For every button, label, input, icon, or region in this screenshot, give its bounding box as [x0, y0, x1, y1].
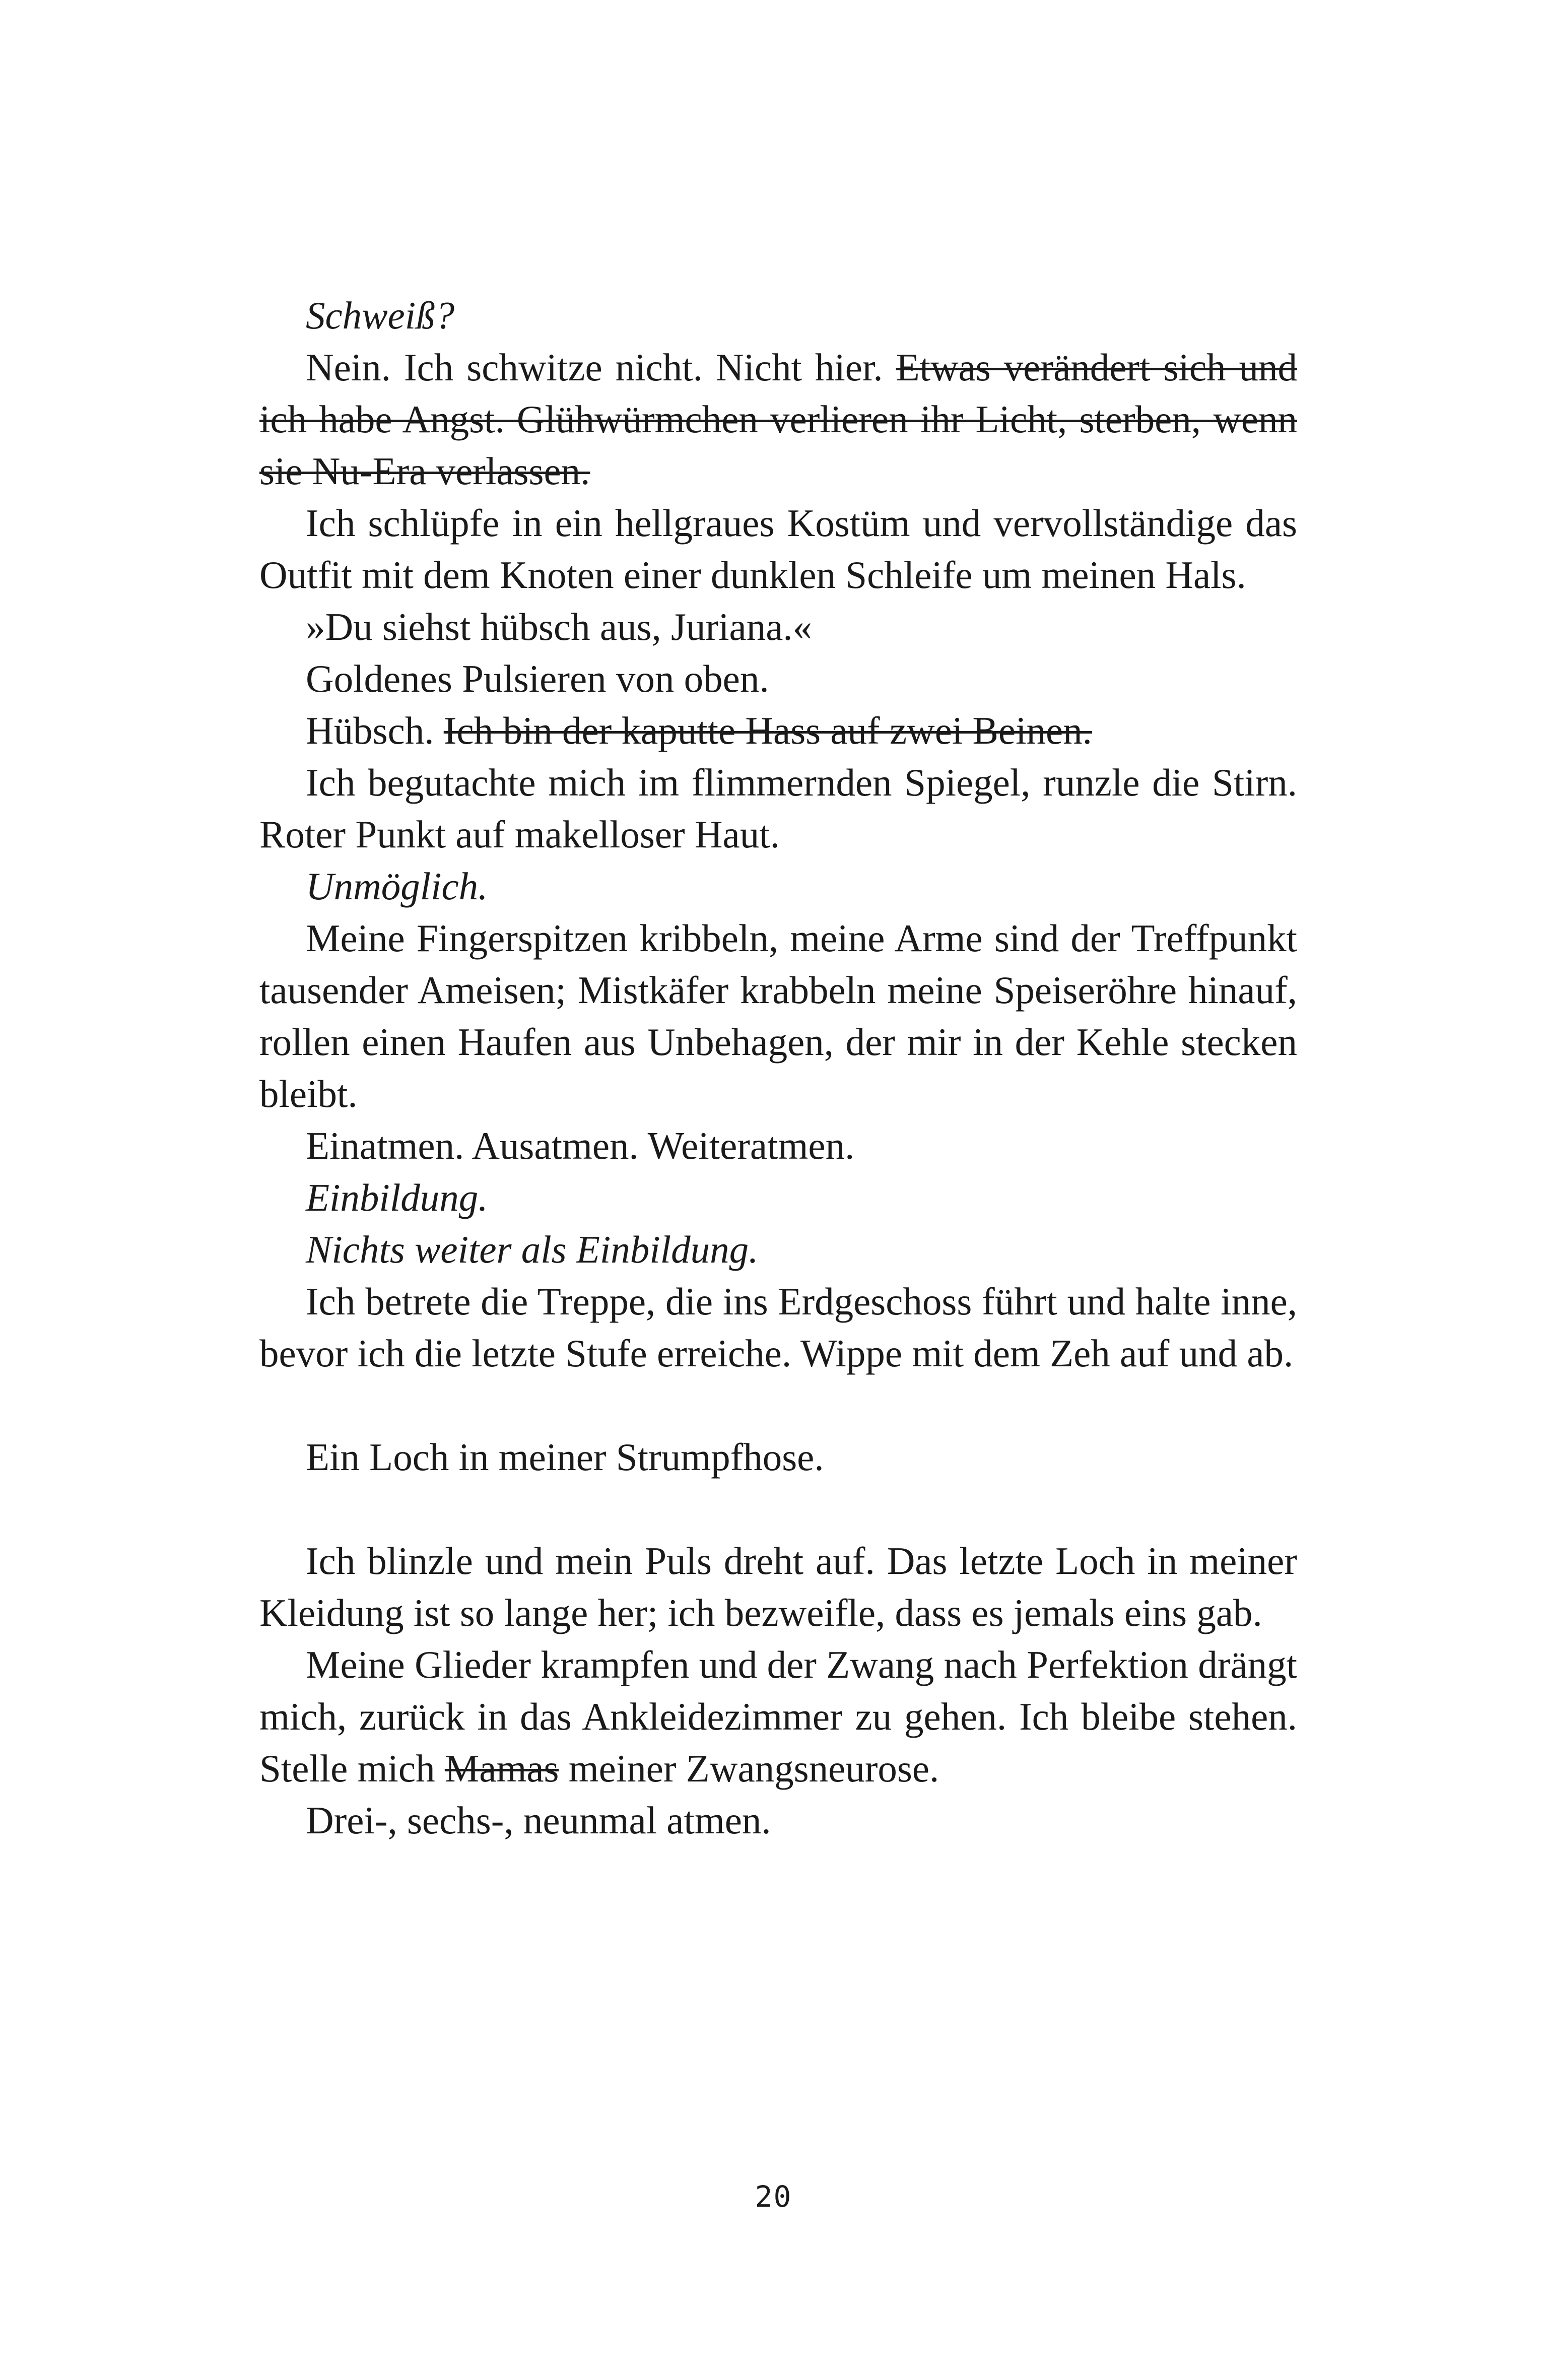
paragraph-loch: [259, 1431, 1297, 1483]
plain-text: »Du siehst hübsch aus, Juriana.«: [306, 605, 813, 648]
paragraph-kostuem: [259, 497, 1297, 601]
paragraph-pulsieren: [259, 653, 1297, 705]
struck-text: Etwas verändert sich und ich habe Angst. Glühwürmchen verlieren ihr Licht, sterben, wenn sie Nu-Era verlassen.: [259, 346, 1297, 493]
plain-text: Ich begutachte mich im flimmernden Spiegel, runzle die Stirn. Roter Punkt auf makelloser Haut.: [259, 761, 1297, 856]
italic-text: Schweiß?: [306, 294, 455, 337]
plain-text: Ein Loch in meiner Strumpfhose.: [306, 1435, 824, 1479]
struck-text: Ich bin der kaputte Hass auf zwei Beinen.: [443, 709, 1092, 752]
page-number: 20: [755, 2179, 792, 2214]
body-text: [259, 290, 1297, 1846]
struck-text: Mamas: [444, 1747, 559, 1790]
paragraph-glieder: [259, 1639, 1297, 1795]
plain-text: Nein. Ich schwitze nicht. Nicht hier.: [306, 346, 896, 389]
plain-text: Ich betrete die Treppe, die ins Erdgeschoss führt und halte inne, bevor ich die letzte Stufe erreiche. Wippe mit dem Zeh auf und ab.: [259, 1280, 1297, 1375]
paragraph-nichts-weiter: [259, 1224, 1297, 1276]
plain-text: Hübsch.: [306, 709, 444, 752]
paragraph-einbildung: [259, 1172, 1297, 1224]
paragraph-dialogue: [259, 601, 1297, 653]
plain-text: Einatmen. Ausatmen. Weiteratmen.: [306, 1124, 855, 1167]
paragraph-schweiss: [259, 290, 1297, 342]
paragraph-blinzle: [259, 1535, 1297, 1639]
italic-text: Einbildung.: [306, 1176, 488, 1219]
paragraph-drei-sechs-neun: [259, 1795, 1297, 1846]
paragraph-atmen: [259, 1120, 1297, 1172]
plain-text: Meine Glieder krampfen und der Zwang nach Perfektion drängt mich, zurück in das Ankleidezimmer zu gehen. Ich bleibe stehen. Stelle mich: [259, 1643, 1297, 1790]
italic-text: Unmöglich.: [306, 865, 488, 908]
paragraph-huebsch: [259, 705, 1297, 757]
paragraph-spiegel: [259, 757, 1297, 861]
paragraph-nein: [259, 342, 1297, 497]
plain-text: Meine Fingerspitzen kribbeln, meine Arme sind der Treffpunkt tausender Ameisen; Mistkäfer krabbeln meine Speiseröhre hinauf, rollen einen Haufen aus Unbehagen, der mir in der Kehle stecken bleibt.: [259, 916, 1297, 1115]
plain-text: Drei-, sechs-, neunmal atmen.: [306, 1799, 771, 1842]
italic-text: Nichts weiter als Einbildung.: [306, 1228, 759, 1271]
paragraph-unmoeglich: [259, 861, 1297, 912]
plain-text: Ich blinzle und mein Puls dreht auf. Das letzte Loch in meiner Kleidung ist so lange her; ich bezweifle, dass es jemals eins gab.: [259, 1539, 1297, 1634]
plain-text: Goldenes Pulsieren von oben.: [306, 657, 769, 700]
paragraph-treppe: [259, 1276, 1297, 1379]
plain-text: meiner Zwangsneurose.: [559, 1747, 939, 1790]
paragraph-fingerspitzen: [259, 912, 1297, 1120]
plain-text: Ich schlüpfe in ein hellgraues Kostüm und vervollständige das Outfit mit dem Knoten einer dunklen Schleife um meinen Hals.: [259, 501, 1297, 597]
